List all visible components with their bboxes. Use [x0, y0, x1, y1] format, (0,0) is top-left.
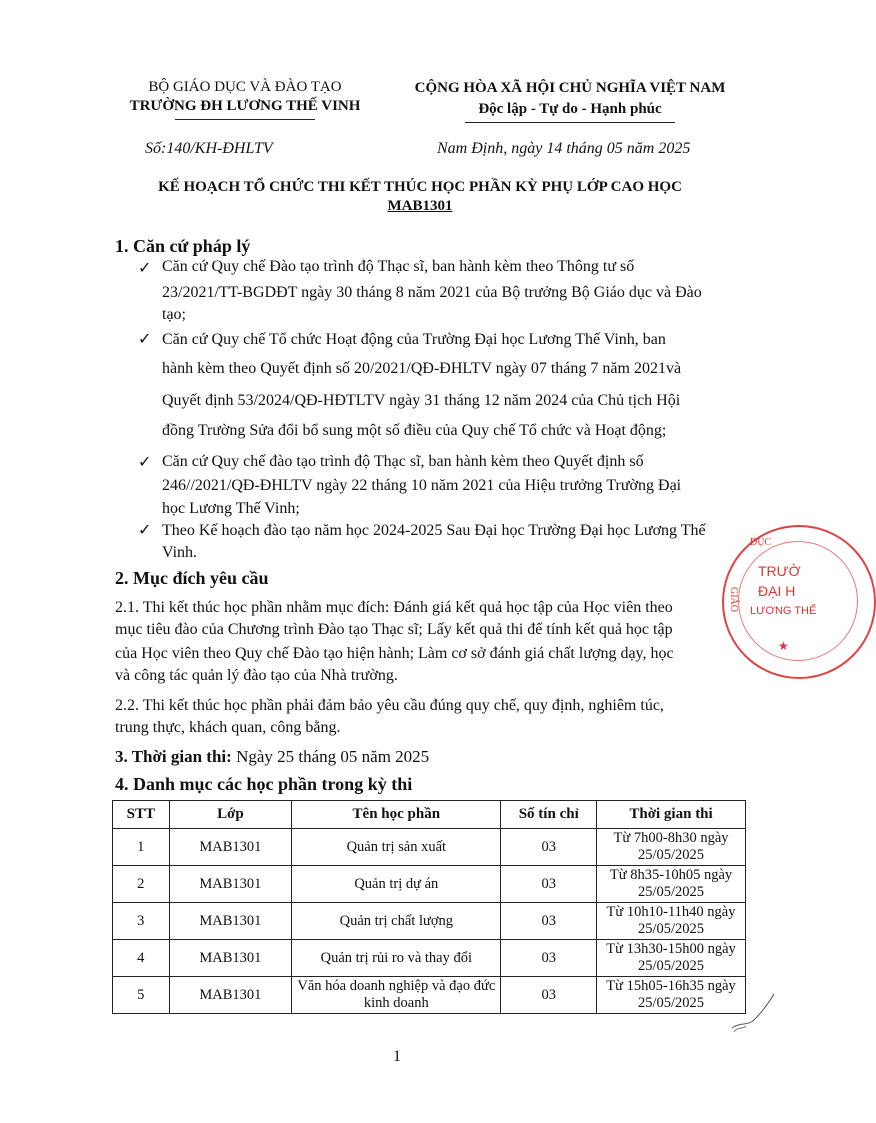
check-icon: ✓: [138, 260, 152, 277]
page-number: 1: [393, 1048, 401, 1065]
republic-name: CỘNG HÒA XÃ HỘI CHỦ NGHĨA VIỆT NAM: [414, 80, 726, 96]
cell-time: Từ 13h30-15h00 ngày 25/05/2025: [597, 940, 746, 977]
purpose-2-1-line-2: mục tiêu đào của Chương trình Đào tạo Thạc sĩ; Lấy kết quả thi để tính kết quả học tập: [115, 621, 673, 638]
legal-basis-4-line-1: Theo Kế hoạch đào tạo năm học 2024-2025 Sau Đại học Trường Đại học Lương Thế: [162, 522, 706, 539]
legal-basis-1-line-3: tạo;: [162, 306, 186, 323]
cell-credits: 03: [501, 940, 597, 977]
school-name: TRƯỜNG ĐH LƯƠNG THẾ VINH: [129, 98, 361, 114]
seal-text-line-2: ĐẠI H: [758, 583, 796, 599]
legal-basis-4-line-2: Vinh.: [162, 544, 198, 561]
exam-date-label: 3. Thời gian thi:: [115, 747, 232, 766]
cell-time: Từ 15h05-16h35 ngày 25/05/2025: [597, 977, 746, 1014]
purpose-2-1-line-1: 2.1. Thi kết thúc học phần nhằm mục đích: Đánh giá kết quả học tập của Học viên theo: [115, 599, 673, 616]
exam-date-value: Ngày 25 tháng 05 năm 2025: [231, 747, 430, 766]
legal-basis-2-line-3: Quyết định 53/2024/QĐ-HĐTLTV ngày 31 tháng 12 năm 2024 của Chủ tịch Hội: [162, 392, 681, 409]
purpose-2-2-line-2: trung thực, khách quan, công bằng.: [115, 719, 341, 736]
check-icon: ✓: [138, 522, 152, 539]
seal-arc-left: GIÁO: [728, 587, 739, 612]
cell-credits: 03: [501, 903, 597, 940]
seal-inner-ring: [738, 541, 858, 661]
legal-basis-1-line-1: Căn cứ Quy chế Đào tạo trình độ Thạc sĩ, ban hành kèm theo Thông tư số: [162, 258, 635, 275]
section-2-heading: 2. Mục đích yêu cầu: [115, 568, 269, 588]
column-header-class: Lớp: [169, 801, 292, 829]
purpose-2-1-line-4: và công tác quản lý đào tạo của Nhà trường.: [115, 667, 398, 684]
legal-basis-3-line-2: 246//2021/QĐ-ĐHLTV ngày 22 tháng 10 năm 2021 của Hiệu trưởng Trường Đại: [162, 477, 682, 494]
legal-basis-3-line-1: Căn cứ Quy chế đào tạo trình độ Thạc sĩ, ban hành kèm theo Quyết định số: [162, 453, 644, 470]
national-header: [395, 78, 745, 123]
table-row: [113, 866, 746, 903]
cell-course: Quản trị sản xuất: [292, 829, 501, 866]
check-icon: ✓: [138, 454, 152, 471]
column-header-credits: Số tín chỉ: [501, 801, 597, 829]
initial-mark-icon: [728, 992, 778, 1036]
cell-credits: 03: [501, 866, 597, 903]
legal-basis-2-line-1: Căn cứ Quy chế Tổ chức Hoạt động của Trường Đại học Lương Thế Vinh, ban: [162, 331, 666, 348]
cell-course: Quản trị dự án: [292, 866, 501, 903]
exam-date: [115, 747, 429, 767]
seal-text-line-3: LƯƠNG THẾ: [750, 605, 817, 617]
table-row: [113, 903, 746, 940]
issuer-underline: [175, 119, 315, 120]
exam-schedule-table: [112, 800, 746, 1014]
ministry-name: BỘ GIÁO DỤC VÀ ĐÀO TẠO: [148, 79, 342, 95]
legal-basis-3-line-3: học Lương Thế Vinh;: [162, 500, 300, 517]
cell-credits: 03: [501, 977, 597, 1014]
check-icon: ✓: [138, 331, 152, 348]
section-1-heading: 1. Căn cứ pháp lý: [115, 236, 251, 256]
cell-credits: 03: [501, 829, 597, 866]
column-header-time: Thời gian thi: [597, 801, 746, 829]
cell-time: Từ 7h00-8h30 ngày 25/05/2025: [597, 829, 746, 866]
cell-class: MAB1301: [169, 977, 292, 1014]
official-seal-icon: [722, 525, 876, 679]
seal-star-icon: ★: [778, 639, 789, 653]
document-number: Số:140/KH-ĐHLTV: [145, 140, 273, 157]
seal-text-line-1: TRƯỜ: [758, 563, 801, 579]
national-motto: Độc lập - Tự do - Hạnh phúc: [478, 101, 662, 117]
cell-time: Từ 8h35-10h05 ngày 25/05/2025: [597, 866, 746, 903]
cell-class: MAB1301: [169, 829, 292, 866]
column-header-course: Tên học phần: [292, 801, 501, 829]
table-row: [113, 977, 746, 1014]
seal-arc-top: ĐỤC: [750, 537, 772, 548]
cell-stt: 4: [113, 940, 170, 977]
cell-stt: 5: [113, 977, 170, 1014]
legal-basis-2-line-2: hành kèm theo Quyết định số 20/2021/QĐ-ĐHLTV ngày 07 tháng 7 năm 2021và: [162, 360, 682, 377]
cell-class: MAB1301: [169, 866, 292, 903]
cell-stt: 2: [113, 866, 170, 903]
cell-class: MAB1301: [169, 940, 292, 977]
issuer-block: [110, 78, 380, 120]
cell-course: Văn hóa doanh nghiệp và đạo đức kinh doanh: [292, 977, 501, 1014]
cell-course: Quản trị chất lượng: [292, 903, 501, 940]
table-header-row: [113, 801, 746, 829]
document-title: [100, 178, 740, 216]
motto-underline: [465, 122, 675, 123]
purpose-2-1-line-3: của Học viên theo Quy chế Đào tạo hiện hành; Làm cơ sở đánh giá chất lượng dạy, học: [115, 645, 674, 662]
place-date: Nam Định, ngày 14 tháng 05 năm 2025: [437, 140, 691, 157]
title-line: KẾ HOẠCH TỔ CHỨC THI KẾT THÚC HỌC PHẦN KỲ PHỤ LỚP CAO HỌC: [158, 179, 682, 195]
title-class-code: MAB1301: [387, 198, 453, 214]
table-row: [113, 829, 746, 866]
cell-stt: 1: [113, 829, 170, 866]
cell-time: Từ 10h10-11h40 ngày 25/05/2025: [597, 903, 746, 940]
column-header-stt: STT: [113, 801, 170, 829]
table-row: [113, 940, 746, 977]
cell-course: Quản trị rủi ro và thay đổi: [292, 940, 501, 977]
section-4-heading: 4. Danh mục các học phần trong kỳ thi: [115, 774, 413, 794]
purpose-2-2-line-1: 2.2. Thi kết thúc học phần phải đảm bảo yêu cầu đúng quy chế, quy định, nghiêm túc,: [115, 697, 664, 714]
cell-class: MAB1301: [169, 903, 292, 940]
cell-stt: 3: [113, 903, 170, 940]
legal-basis-1-line-2: 23/2021/TT-BGDĐT ngày 30 tháng 8 năm 2021 của Bộ trưởng Bộ Giáo dục và Đào: [162, 284, 702, 301]
legal-basis-2-line-4: đồng Trường Sửa đổi bổ sung một số điều của Quy chế Tổ chức và Hoạt động;: [162, 422, 667, 439]
